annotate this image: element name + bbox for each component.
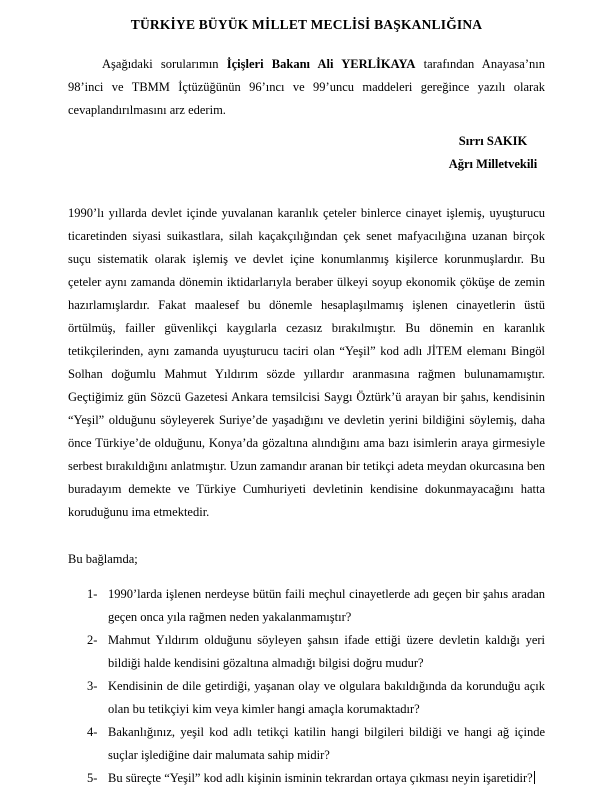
question-text-last <box>108 767 545 790</box>
main-paragraph: 1990’lı yıllarda devlet içinde yuvalanan karanlık çeteler binlerce cinayet işlemiş, uyuşturucu ticaretinden siyasi suikastlara, silah kaçakçılığından çek senet mafyacılığına uzanan birçok suçu sistematik olarak işlemiş ve devlet içine konumlanmış kişilerce korunmuşlardır. Bu çeteler aynı zamanda dönemin iktidarlarıyla beraber ülkeyi soyup ekonomik çöküşe de zemin hazırlamışlardır. Fakat maalesef bu dönemle hesaplaşılmamış işlenen cinayetlerin üstü örtülmüş, failler güvenlikçi kaygılarla cezasız bırakılmıştır. Bu dönemin en karanlık tetikçilerinden, aynı zamanda uyuşturucu taciri olan “Yeşil” kod adlı JİTEM elemanı Bingöl Solhan doğumlu Mahmut Yıldırım sözde yıllardır aranmasına rağmen bulunamamıştır. Geçtiğimiz gün Sözcü Gazetesi Ankara temsilcisi Saygı Öztürk’ü arayan bir şahıs, kendisinin “Yeşil” olduğunu söyleyerek Suriye’de yaşadığını ve devletin yerini bildiğini söylemiş, daha önce Türkiye’de olduğunu, Konya’da gözaltına alındığını ama bazı isimlerin araya girmesiyle serbest bırakıldığını anlatmıştır. Uzun zamandır aranan bir tetikçi adeta meydan okurcasına ben buradayım demekte ve Türkiye Cumhuriyeti devletinin kendisine dokunmayacağını hatta koruduğunu ima etmektedir. <box>68 206 545 519</box>
question-item-2 <box>68 629 545 675</box>
signatory-title: Ağrı Milletvekili <box>448 157 538 171</box>
question-text: 1990’larda işlenen nerdeyse bütün faili meçhul cinayetlerde adı geçen bir şahıs aradan geçen onca yıla rağmen neden yakalanmamıştır? <box>108 587 545 624</box>
question-item-4 <box>68 721 545 767</box>
text-cursor <box>534 771 535 784</box>
question-item-1 <box>68 583 545 629</box>
context-line: Bu bağlamda; <box>68 552 138 566</box>
document-title: TÜRKİYE BÜYÜK MİLLET MECLİSİ BAŞKANLIĞINA <box>130 17 483 32</box>
minister-name: İçişleri Bakanı Ali YERLİKAYA <box>226 57 416 71</box>
intro-paragraph <box>68 53 545 122</box>
question-number: 2- <box>87 633 98 647</box>
question-item-3 <box>68 675 545 721</box>
intro-text-post: tarafından Anayasa’nın 98’inci ve TBMM İçtüzüğünün 96’ıncı ve 99’uncu maddeleri gereğince yazılı olarak cevaplandırılmasını arz ederim. <box>68 57 545 117</box>
question-number: 3- <box>87 679 98 693</box>
signature-block <box>413 130 573 176</box>
question-text: Mahmut Yıldırım olduğunu söyleyen şahsın ifade ettiği üzere devletin kaldığı yeri bildiği halde kendisini gözaltına almadığı bilgisi doğru mudur? <box>108 633 545 670</box>
question-number: 1- <box>87 587 98 601</box>
document-content <box>68 0 545 790</box>
question-text: Bakanlığınız, yeşil kod adlı tetikçi katilin hangi bilgileri bildiği ve hangi ağ içinde suçlar işlediğine dair malumata sahip midir? <box>108 725 545 762</box>
question-text: Kendisinin de dile getirdiği, yaşanan olay ve olgulara bakıldığında da korunduğu açık olan bu tetikçiyi kim veya kimler hangi amaçla korumaktadır? <box>108 679 545 716</box>
question-list <box>68 583 545 790</box>
question-number: 5- <box>87 771 98 785</box>
question-item-5 <box>68 767 545 790</box>
question-text: Bu süreçte “Yeşil” kod adlı kişinin isminin tekrardan ortaya çıkması neyin işaretidir? <box>108 771 533 785</box>
signatory-name: Sırrı SAKIK <box>458 134 528 148</box>
intro-text-pre: Aşağıdaki sorularımın <box>102 57 227 71</box>
question-number: 4- <box>87 725 98 739</box>
